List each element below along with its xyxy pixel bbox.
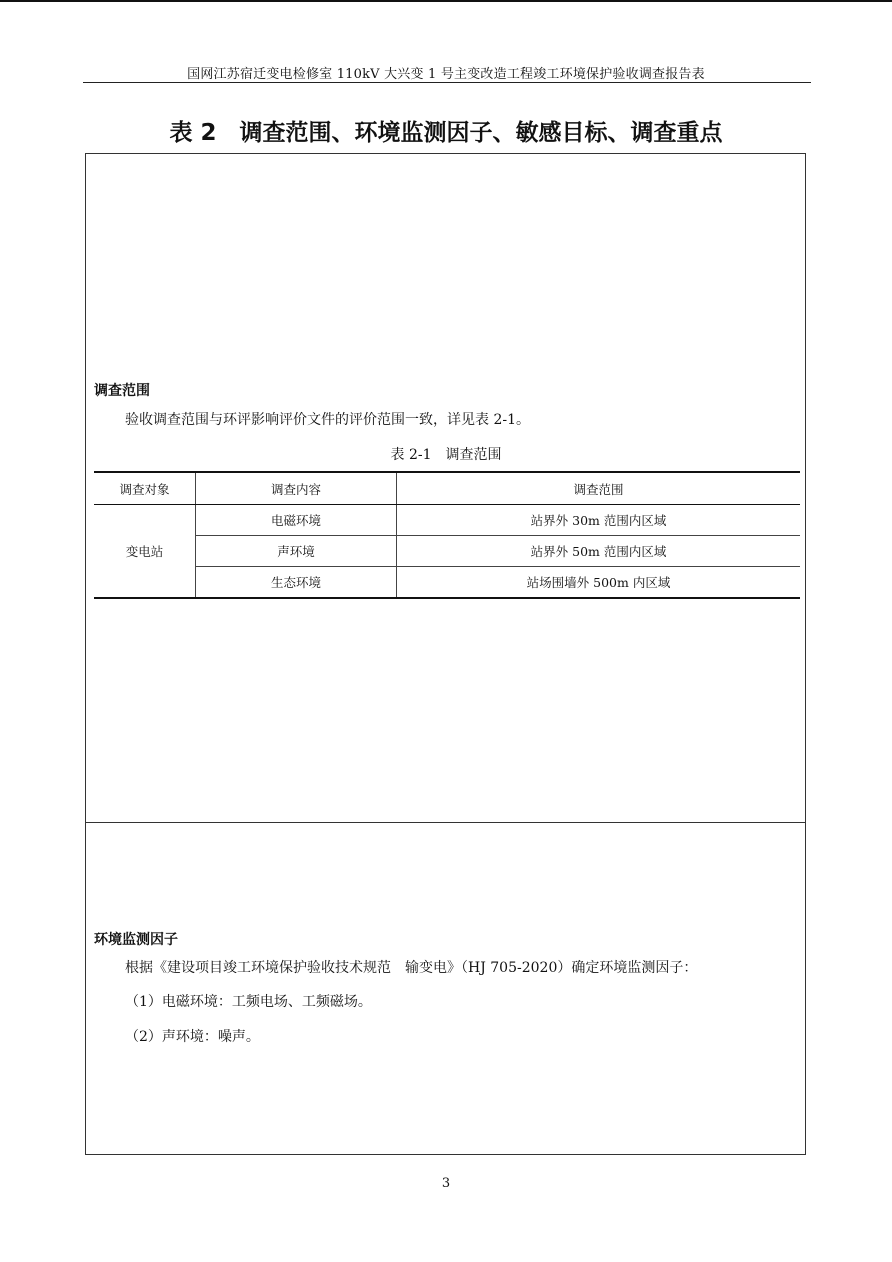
- scope-table: [94, 471, 800, 599]
- content-cell: 生态环境: [196, 567, 397, 599]
- table-header-row: [94, 472, 800, 505]
- page-top-border: [0, 0, 892, 2]
- table-row: [94, 505, 800, 536]
- monitoring-item-2: （2）声环境：噪声。: [125, 1029, 260, 1045]
- running-header: 国网江苏宿迁变电检修室 110kV 大兴变 1 号主变改造工程竣工环境保护验收调查报告表: [187, 67, 705, 82]
- range-cell: 站界外 50m 范围内区域: [397, 536, 801, 567]
- content-cell: 声环境: [196, 536, 397, 567]
- page-number: 3: [441, 1176, 451, 1191]
- table-row: [94, 567, 800, 599]
- content-cell: 电磁环境: [196, 505, 397, 536]
- scope-heading: 调查范围: [94, 383, 150, 399]
- header-cell-object: 调查对象: [94, 472, 196, 505]
- range-cell: 站场围墙外 500m 内区域: [397, 567, 801, 599]
- page-title: 表 2 调查范围、环境监测因子、敏感目标、调查重点: [169, 120, 723, 146]
- range-cell: 站界外 30m 范围内区域: [397, 505, 801, 536]
- monitoring-intro: 根据《建设项目竣工环境保护验收技术规范 输变电》（HJ 705-2020）确定环境监测因子：: [125, 960, 698, 976]
- header-cell-range: 调查范围: [397, 472, 801, 505]
- monitoring-section-box: [85, 822, 806, 1155]
- header-divider: [83, 82, 811, 83]
- monitoring-item-1: （1）电磁环境：工频电场、工频磁场。: [125, 994, 372, 1010]
- table-caption: 表 2-1 调查范围: [390, 447, 502, 463]
- header-cell-content: 调查内容: [196, 472, 397, 505]
- object-cell: 变电站: [94, 505, 196, 599]
- table-row: [94, 536, 800, 567]
- scope-paragraph: 验收调查范围与环评影响评价文件的评价范围一致，详见表 2-1。: [125, 412, 530, 428]
- monitoring-heading: 环境监测因子: [94, 932, 178, 948]
